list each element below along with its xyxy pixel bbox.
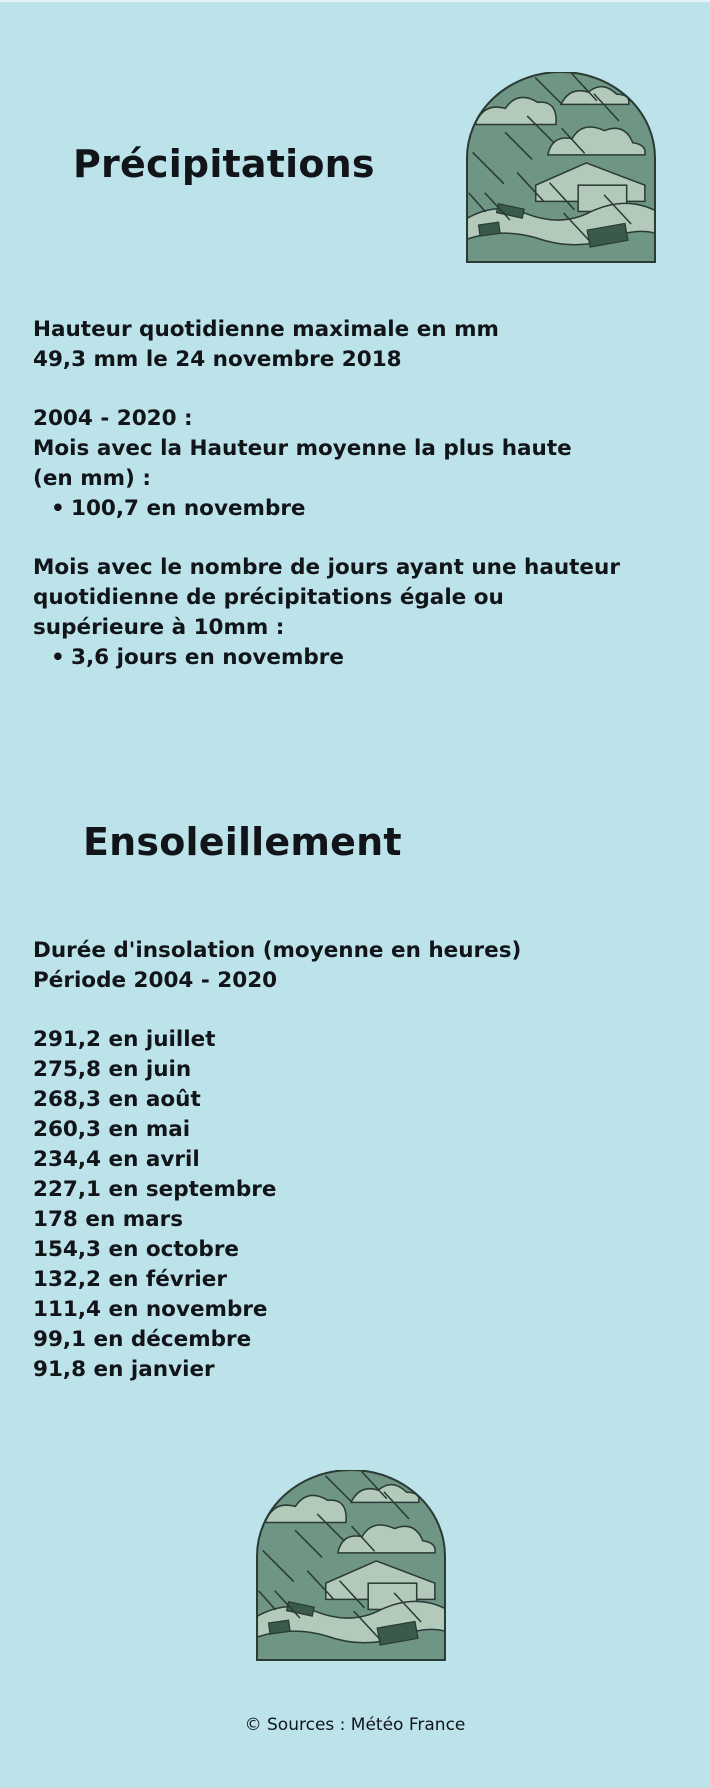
max-height-value: 49,3 mm le 24 novembre 2018 [33, 347, 402, 372]
sources-footer: © Sources : Météo France [244, 1715, 466, 1735]
month-row: 234,4 en avril [33, 1147, 200, 1172]
month-row: 275,8 en juin [33, 1057, 192, 1082]
month-row: 291,2 en juillet [33, 1027, 216, 1052]
insolation-label: Durée d'insolation (moyenne en heures) [33, 938, 522, 963]
days-label-line2: quotidienne de précipitations égale ou [33, 585, 504, 610]
period-label: 2004 - 2020 : [33, 406, 193, 431]
month-row: 227,1 en septembre [33, 1177, 277, 1202]
month-row: 260,3 en mai [33, 1117, 191, 1142]
rain-flood-house-icon [255, 1470, 447, 1662]
month-row: 178 en mars [33, 1207, 184, 1232]
days-label-line3: supérieure à 10mm : [33, 615, 285, 640]
month-row: 132,2 en février [33, 1267, 227, 1292]
rain-flood-house-icon [465, 72, 657, 264]
top-border [0, 0, 710, 2]
insolation-period: Période 2004 - 2020 [33, 968, 278, 993]
precipitations-section [33, 315, 620, 673]
avg-height-item: • 100,7 en novembre [71, 494, 620, 524]
month-row: 99,1 en décembre [33, 1327, 252, 1352]
days-label-line1: Mois avec le nombre de jours ayant une hauteur [33, 555, 620, 580]
month-row: 154,3 en octobre [33, 1237, 240, 1262]
max-height-label: Hauteur quotidienne maximale en mm [33, 317, 499, 342]
days-list [33, 643, 620, 673]
ensoleillement-title: Ensoleillement [83, 820, 402, 864]
days-item: • 3,6 jours en novembre [71, 643, 620, 673]
avg-height-list [33, 494, 620, 524]
ensoleillement-section [33, 936, 521, 1385]
month-row: 111,4 en novembre [33, 1297, 268, 1322]
precipitations-title: Précipitations [73, 142, 375, 186]
month-row: 91,8 en janvier [33, 1357, 215, 1382]
avg-height-label-line1: Mois avec la Hauteur moyenne la plus haute [33, 436, 572, 461]
avg-height-label-line2: (en mm) : [33, 466, 151, 491]
month-row: 268,3 en août [33, 1087, 201, 1112]
